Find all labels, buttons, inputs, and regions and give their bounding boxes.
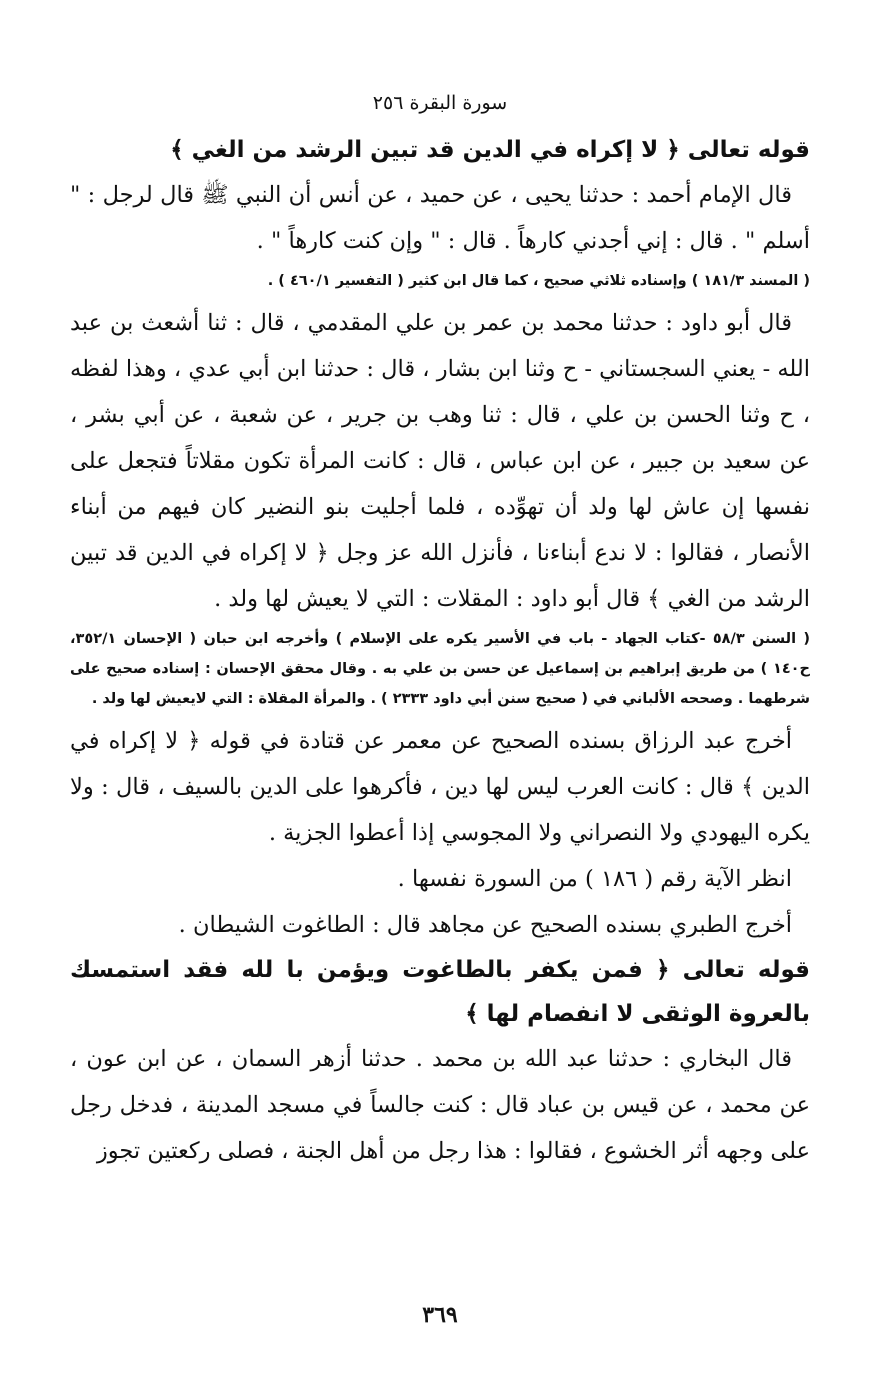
reference-note-1: ( المسند ١٨١/٣ ) وإسناده ثلاثي صحيح ، كما قال ابن كثير ( التفسير ٤٦٠/١ ) . <box>267 273 810 289</box>
bukhari-narration: قال البخاري : حدثنا عبد الله بن محمد . حدثنا أزهر السمان ، عن ابن عون ، عن محمد ، عن قيس بن عباد قال : كنت جالساً في مسجد المدينة ، فدخل رجل على وجهه أثر الخشوع ، فقالوا : هذا رجل من أهل الجنة ، فصلى ركعتين تجوز <box>70 1046 810 1164</box>
body-text <box>70 128 810 1174</box>
verse-heading-1: قوله تعالى ﴿ لا إكراه في الدين قد تبين الرشد من الغي ﴾ <box>170 137 810 163</box>
cross-reference: انظر الآية رقم ( ١٨٦ ) من السورة نفسها . <box>397 866 792 892</box>
tabari-narration: أخرج الطبري بسنده الصحيح عن مجاهد قال : الطاغوت الشيطان . <box>178 912 792 938</box>
reference-note-2: ( السنن ٥٨/٣ -كتاب الجهاد - باب في الأسير يكره على الإسلام ) وأخرجه ابن حبان ( الإحسان ٣٥٢/١، ح١٤٠ ) من طريق إبراهيم بن إسماعيل عن حسن بن علي به . وقال محقق الإحسان : إسناده صحيح على شرطهما . وصححه الألباني في ( صحيح سنن أبي داود ٢٣٣٣ ) . والمرأة المقلاة : التي لايعيش لها ولد . <box>70 631 810 707</box>
document-page <box>70 0 810 1387</box>
abd-al-razzaq-narration: أخرج عبد الرزاق بسنده الصحيح عن معمر عن قتادة في قوله ﴿ لا إكراه في الدين ﴾ قال : كانت العرب ليس لها دين ، فأكرهوا على الدين بالسيف ، قال : ولا يكره اليهودي ولا النصراني ولا المجوسي إذا أعطوا الجزية . <box>70 728 810 846</box>
hadith-abu-dawud: قال أبو داود : حدثنا محمد بن عمر بن علي المقدمي ، قال : ثنا أشعث بن عبد الله - يعني السجستاني - ح وثنا ابن بشار ، قال : حدثنا ابن أبي عدي ، وهذا لفظه ، ح وثنا الحسن بن علي ، قال : ثنا وهب بن جرير ، عن شعبة ، عن أبي بشر ، عن سعيد بن جبير ، عن ابن عباس ، قال : كانت المرأة تكون مقلاتاً فتجعل على نفسها إن عاش لها ولد أن تهوِّده ، فلما أجليت بنو النضير كان فيهم من أبناء الأنصار ، فقالوا : لا ندع أبناءنا ، فأنزل الله عز وجل ﴿ لا إكراه في الدين قد تبين الرشد من الغي ﴾ قال أبو داود : المقلات : التي لا يعيش لها ولد . <box>70 310 810 612</box>
running-header: سورة البقرة ٢٥٦ <box>372 92 508 114</box>
page-number: ٣٦٩ <box>422 1302 458 1328</box>
hadith-ahmad: قال الإمام أحمد : حدثنا يحيى ، عن حميد ، عن أنس أن النبي ﷺ قال لرجل : " أسلم " . قال : إني أجدني كارهاً . قال : " وإن كنت كارهاً " . <box>70 182 810 254</box>
verse-heading-2: قوله تعالى ﴿ فمن يكفر بالطاغوت ويؤمن با لله فقد استمسك بالعروة الوثقى لا انفصام لها ﴾ <box>70 957 810 1027</box>
